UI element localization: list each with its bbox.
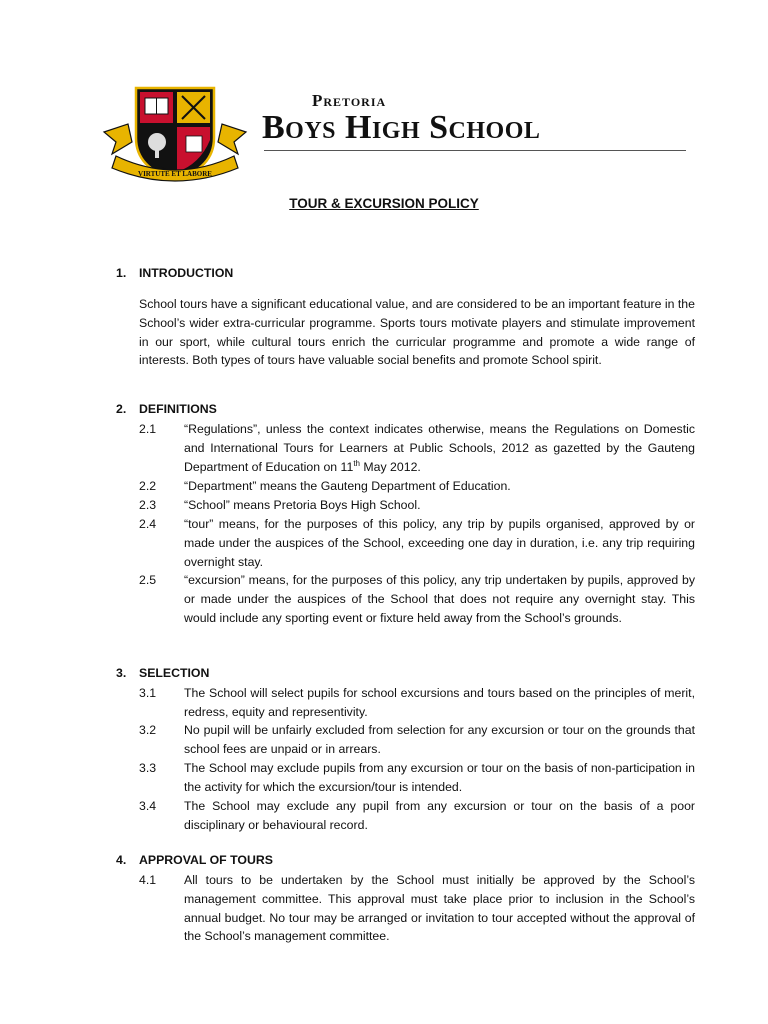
header-divider	[264, 150, 686, 151]
section-title: APPROVAL OF TOURS	[139, 853, 273, 867]
item-text-part: May 2012.	[359, 459, 421, 474]
section-heading-approval-of-tours	[116, 853, 273, 867]
item-number: 2.2	[139, 479, 157, 493]
section-heading-selection	[116, 666, 209, 680]
item-text: The School may exclude pupils from any excursion or tour on the basis of non-participation in the activity for which the excursion/tour is intended.	[184, 761, 695, 794]
item-number: 3.4	[139, 799, 157, 813]
item-number: 2.1	[139, 422, 157, 436]
document-title: TOUR & EXCURSION POLICY	[289, 196, 479, 211]
item-text: “School” means Pretoria Boys High School.	[184, 498, 421, 512]
section-number: 4.	[116, 853, 127, 867]
introduction-paragraph: School tours have a significant educational value, and are considered to be an important feature in the School’s wider extra-curricular programme. Sports tours motivate players and stimulate improvement in our sport, while cultural tours enrich the curricular programme and promote a wide range of interests. Both types of tours have valuable social benefits and promote School spirit.	[139, 297, 695, 368]
school-crest-logo	[102, 84, 248, 184]
section-heading-introduction	[116, 266, 233, 280]
section-number: 2.	[116, 402, 127, 416]
item-text	[184, 420, 695, 476]
item-number: 2.4	[139, 517, 157, 531]
item-text: No pupil will be unfairly excluded from selection for any excursion or tour on the grounds that school fees are unpaid or in arrears.	[184, 723, 695, 756]
item-number: 4.1	[139, 873, 157, 887]
section-number: 3.	[116, 666, 127, 680]
section-title: INTRODUCTION	[139, 266, 234, 280]
school-name: Boys High School	[262, 109, 541, 146]
item-number: 3.1	[139, 686, 157, 700]
ordinal-suffix: th	[353, 458, 360, 468]
item-text: The School will select pupils for school excursions and tours based on the principles of merit, redress, equity and representivity.	[184, 686, 695, 719]
item-text-part: “Regulations”, unless the context indicates otherwise, means the Regulations on Domestic and International Tours for Learners at Public Schools, 2012 as gazetted by the Gauteng Department of Education on 11	[184, 422, 695, 474]
section-title: DEFINITIONS	[139, 402, 217, 416]
school-name-top: Pretoria	[312, 91, 387, 110]
section-number: 1.	[116, 266, 127, 280]
item-number: 3.3	[139, 761, 157, 775]
item-text: “excursion” means, for the purposes of this policy, any trip undertaken by pupils, approved by or made under the auspices of the School that does not require any overnight stay. This would include any sporting event or fixture held away from the School’s grounds.	[184, 573, 695, 625]
item-number: 3.2	[139, 723, 157, 737]
item-text: All tours to be undertaken by the School must initially be approved by the School’s management committee. This approval must take place prior to inclusion in the School’s annual budget. No tour may be arranged or invitation to tour accepted without the approval of the School’s management committee.	[184, 873, 695, 944]
svg-text:VIRTUTE ET LABORE: VIRTUTE ET LABORE	[138, 170, 212, 178]
section-title: SELECTION	[139, 666, 210, 680]
item-number: 2.5	[139, 573, 157, 587]
item-text: The School may exclude any pupil from any excursion or tour on the basis of a poor disciplinary or behavioural record.	[184, 799, 695, 832]
section-heading-definitions	[116, 402, 217, 416]
item-text: “Department” means the Gauteng Department of Education.	[184, 479, 511, 493]
item-number: 2.3	[139, 498, 157, 512]
item-text: “tour” means, for the purposes of this policy, any trip by pupils organised, approved by or made under the auspices of the School, exceeding one day in duration, i.e. any trip requiring overnight stay.	[184, 517, 695, 569]
